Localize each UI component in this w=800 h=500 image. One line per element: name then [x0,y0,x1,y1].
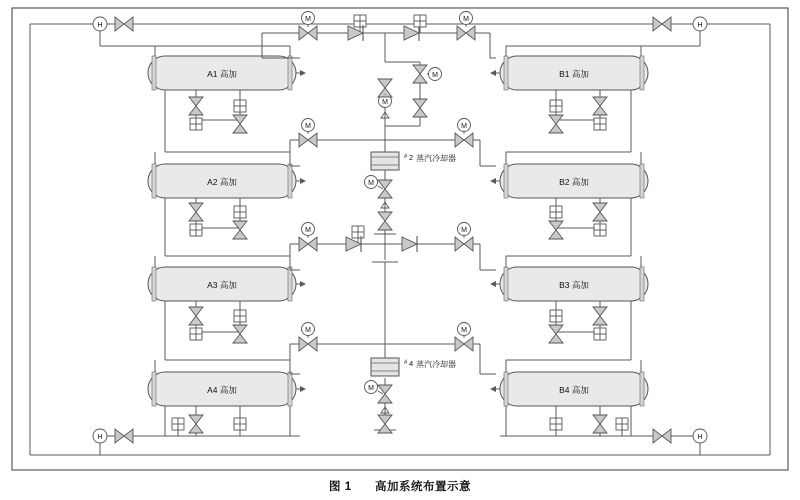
orifice-icon [354,15,366,27]
gate-valve-icon[interactable] [299,133,317,147]
gate-valve-icon[interactable] [413,99,427,117]
orifice-icon [414,15,426,27]
pipe-network [30,24,770,455]
heater-B2 [500,164,648,198]
gate-valve-icon[interactable] [413,65,427,83]
heater-vessel-group-right [500,56,648,406]
motor-label: M [305,227,311,234]
gate-valve-icon[interactable] [189,307,203,325]
orifice-icon [190,224,202,236]
heater-A3-label: A3 高加 [207,280,237,290]
heater-B3 [500,267,648,301]
gate-valve-icon[interactable] [378,212,392,230]
gate-valve-icon[interactable] [593,415,607,433]
steam-cooler-4-label: 蒸汽冷却器 [416,360,456,369]
gate-valve-icon[interactable] [189,97,203,115]
hand-label: H [97,434,103,441]
figure-frame [12,8,788,470]
heater-B2-label: B2 高加 [559,177,589,187]
steam-cooler-2 [371,152,456,170]
motor-label: M [368,385,374,392]
motor-label: M [461,327,467,334]
gate-valve-icon[interactable] [593,307,607,325]
heater-vessel-group-left [148,56,296,406]
motor-label: M [368,180,374,187]
valve-group-row2[interactable] [299,119,473,148]
gate-valve-icon[interactable] [189,203,203,221]
heater-A4 [148,372,296,406]
orifice-icon [234,100,246,112]
steam-cooler-4-num: 4 [409,359,414,368]
orifice-icon [594,224,606,236]
orifice-icon [352,226,364,238]
motor-label: M [382,99,388,106]
check-valve-icon [402,236,417,252]
orifice-icon [234,206,246,218]
heater-B4-label: B4 高加 [559,385,589,395]
gate-valve-icon[interactable] [455,337,473,351]
gate-valve-icon[interactable] [233,115,247,133]
gate-valve-icon[interactable] [299,26,317,40]
orifice-icon [550,310,562,322]
steam-cooler-4 [371,358,456,376]
gate-valve-icon[interactable] [549,115,563,133]
hand-label: H [697,434,703,441]
figure-caption-label: 图 1 [329,481,352,493]
motor-label: M [432,72,438,79]
orifice-icon [550,418,562,430]
gate-valve-icon[interactable] [189,415,203,433]
gate-valve-icon[interactable] [233,221,247,239]
gate-valve-icon[interactable] [378,180,392,198]
motor-label: M [461,123,467,130]
hand-label: H [97,22,103,29]
valve-group-row1-spur[interactable] [378,65,442,126]
gate-valve-icon[interactable] [593,203,607,221]
motor-label: M [305,327,311,334]
orifice-icon [594,328,606,340]
gate-valve-icon[interactable] [455,237,473,251]
heater-B1-label: B1 高加 [559,69,589,79]
steam-cooler-2-num: 2 [409,153,414,162]
motor-label: M [305,16,311,23]
heater-A1-label: A1 高加 [207,69,237,79]
heater-A3 [148,267,296,301]
orifice-icon [234,310,246,322]
orifice-icon [234,418,246,430]
gate-valve-icon[interactable] [115,17,133,31]
motor-label: M [461,227,467,234]
gate-valve-icon[interactable] [653,17,671,31]
gate-valve-icon[interactable] [378,415,392,433]
figure-caption-title: 高加系统布置示意 [375,481,471,493]
orifice-icon [550,100,562,112]
motor-label: M [305,123,311,130]
heater-B3-label: B3 高加 [559,280,589,290]
gate-valve-icon[interactable] [299,237,317,251]
heater-B1 [500,56,648,90]
gate-valve-icon[interactable] [455,133,473,147]
gate-valve-icon[interactable] [299,337,317,351]
heater-A2 [148,164,296,198]
gate-valve-icon[interactable] [653,429,671,443]
gate-valve-icon[interactable] [457,26,475,40]
valve-group-cooler4-drain[interactable] [365,381,393,434]
steam-cooler-4-sup: # [404,360,408,366]
orifice-icon [594,118,606,130]
valve-group-row4[interactable] [299,323,473,352]
steam-cooler-2-label: 蒸汽冷却器 [416,154,456,163]
valve-group-row1[interactable] [299,12,475,42]
gate-valve-icon[interactable] [549,221,563,239]
heater-A4-label: A4 高加 [207,385,237,395]
motor-label: M [463,16,469,23]
gate-valve-icon[interactable] [549,325,563,343]
figure-caption [0,478,800,494]
gate-valve-icon[interactable] [593,97,607,115]
gate-valve-icon[interactable] [233,325,247,343]
orifice-icon [190,328,202,340]
gate-valve-icon[interactable] [378,385,392,403]
orifice-icon [550,206,562,218]
orifice-icon [190,118,202,130]
gate-valve-icon[interactable] [115,429,133,443]
steam-cooler-2-sup: # [404,154,408,160]
heater-A1 [148,56,296,90]
heater-A2-label: A2 高加 [207,177,237,187]
valve-group-cooler2-drain[interactable] [365,176,397,235]
hand-label: H [697,22,703,29]
heater-B4 [500,372,648,406]
